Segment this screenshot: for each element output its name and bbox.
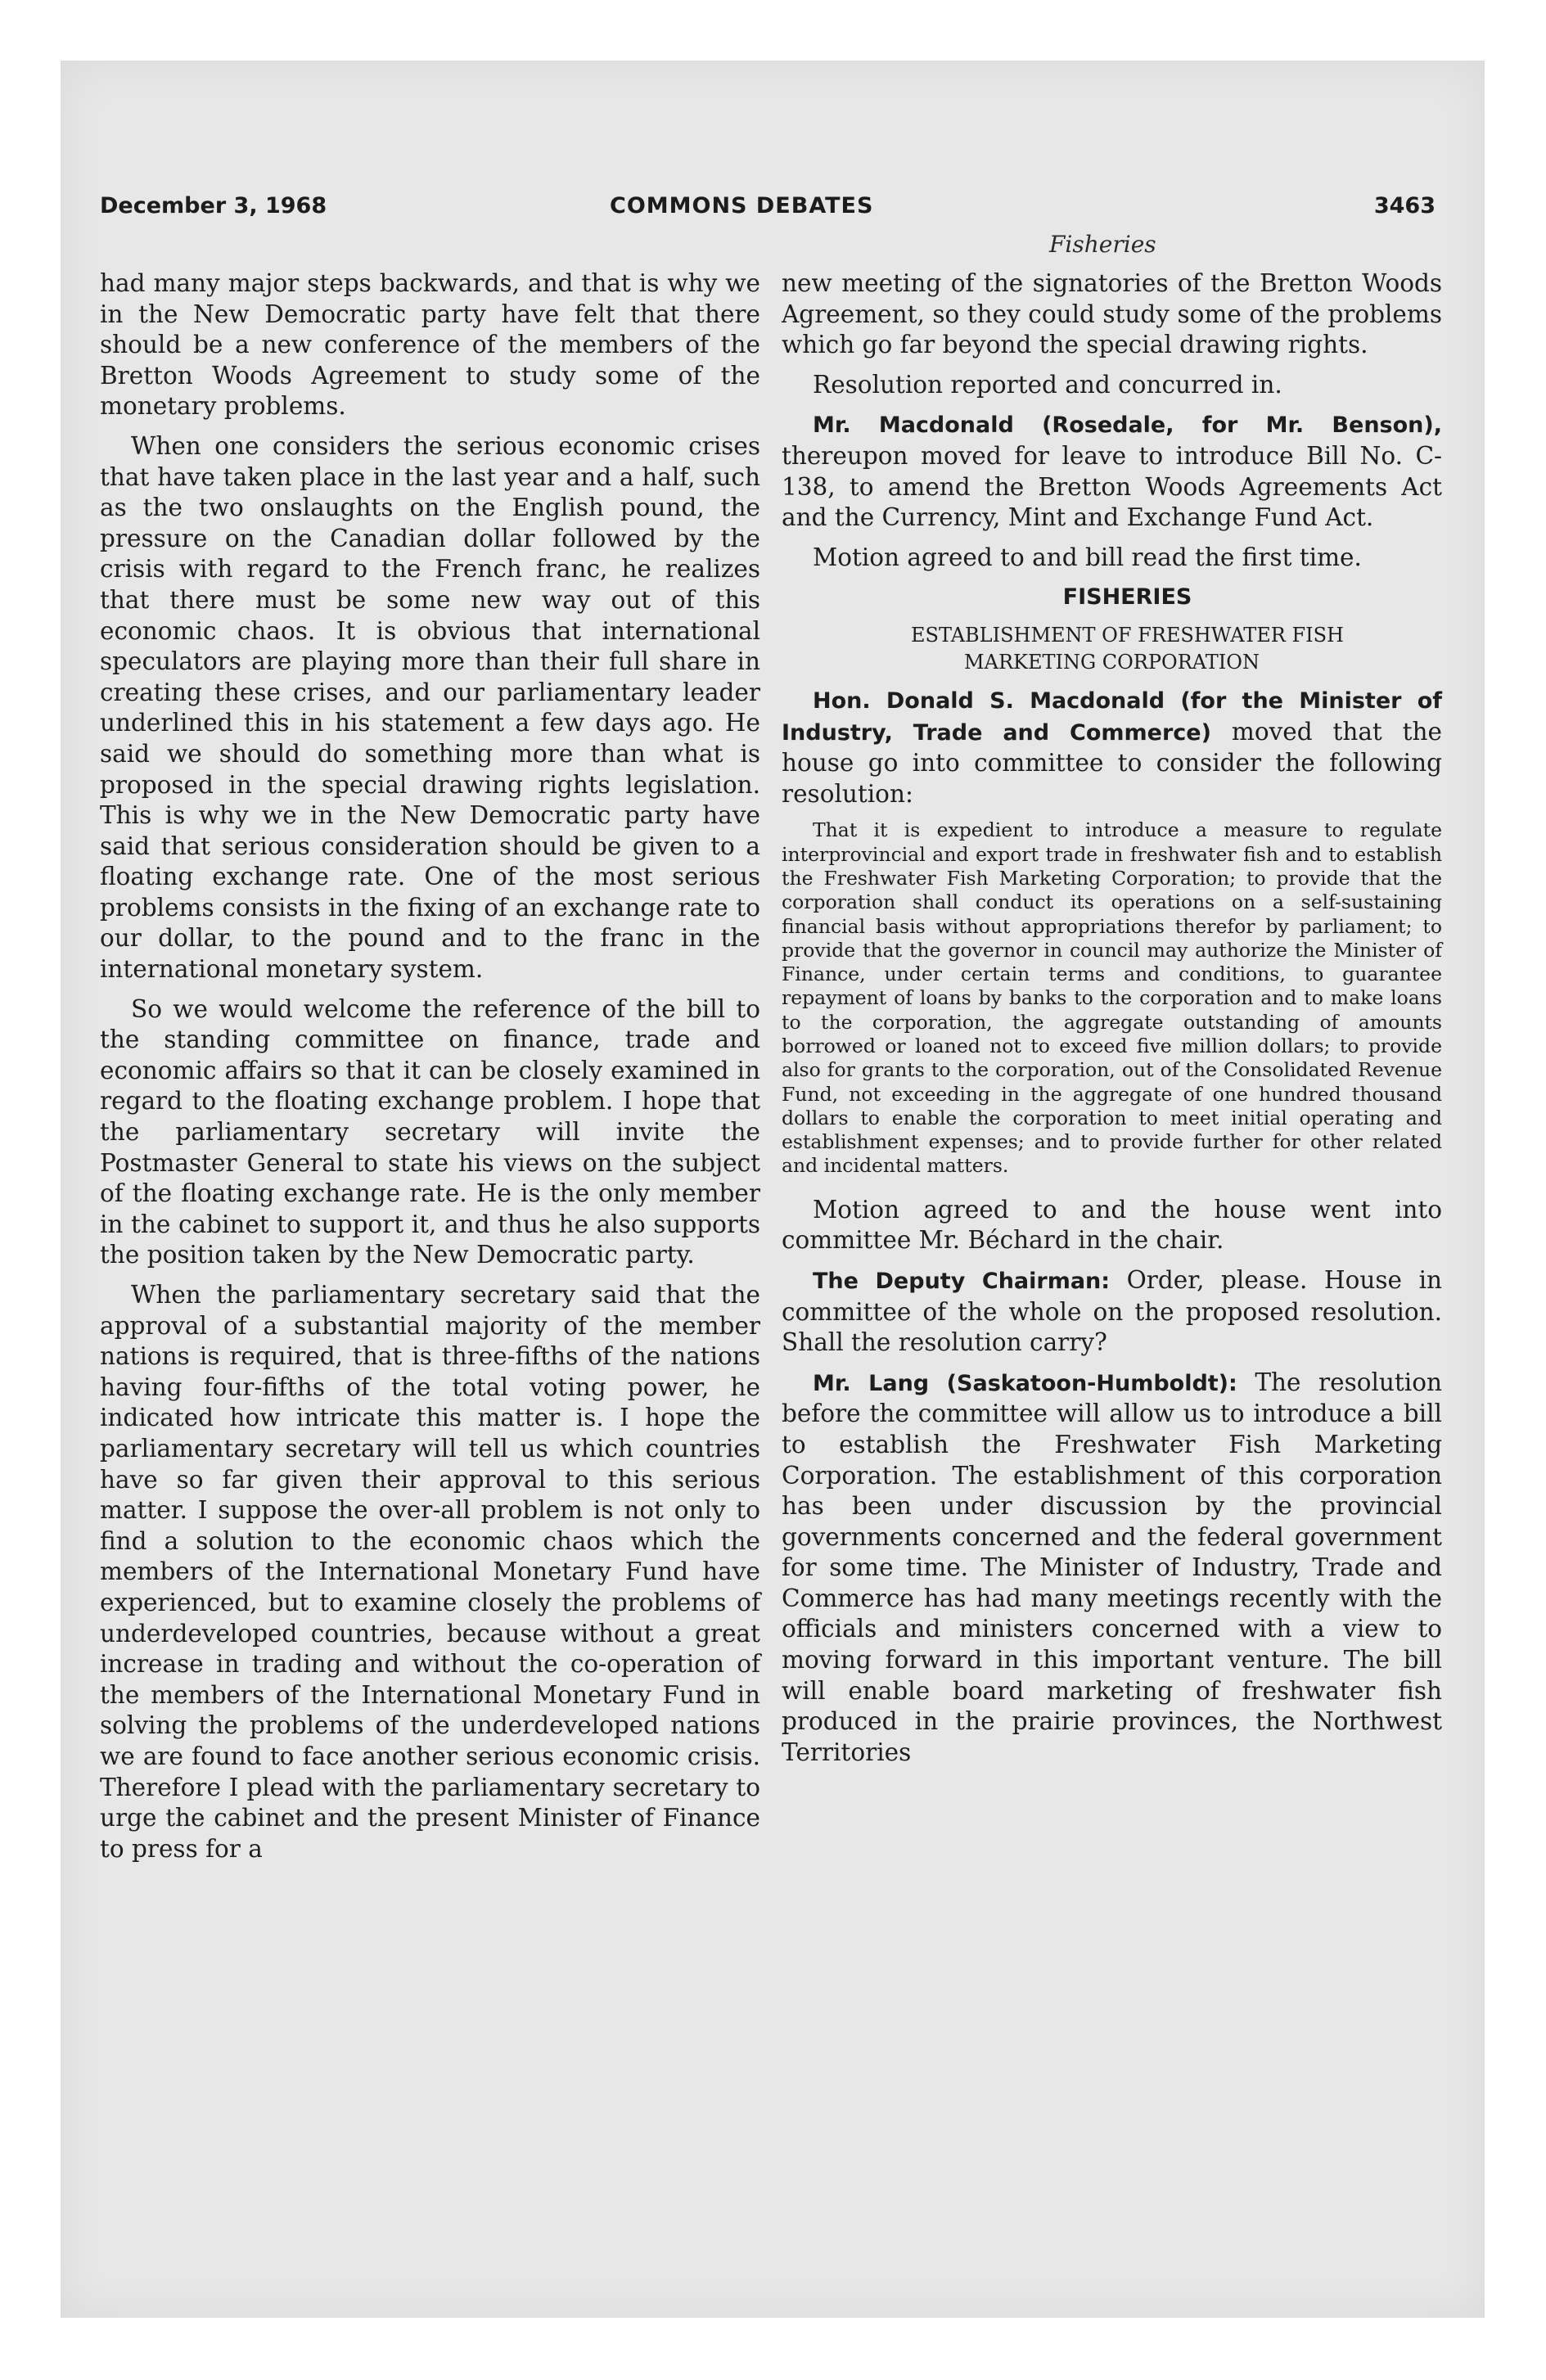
speech-text: moved that the house go into committee to consider the following resolution: (782, 717, 1442, 808)
paragraph (782, 685, 1442, 809)
running-head: Fisheries (1049, 231, 1156, 258)
speech-text: Order, please. House in committee of the whole on the proposed resolution. Shall the resolution carry? (782, 1265, 1442, 1357)
paragraph: When one considers the serious economic crises that have taken place in the last year and a half, such as the two onslaughts on the English pound, the pressure on the Canadian dollar followed by the crisis with regard to the French franc, he realizes that there must be some new way out of this economic chaos. It is obvious that international speculators are playing more than their full share in creating these crises, and our parliamentary leader underlined this in his statement a few days ago. He said we should do something more than what is proposed in the special drawing rights legislation. This is why we in the New Democratic party have said that serious consideration should be given to a floating exchange rate. One of the most serious problems consists in the fixing of an exchange rate to our dollar, to the pound and to the franc in the international monetary system. (100, 431, 760, 984)
paragraph: So we would welcome the reference of the bill to the standing committee on finance, trade and economic affairs so that it can be closely examined in regard to the floating exchange problem. I hope that the parliamentary secretary will invite the Postmaster General to state his views on the subject of the floating exchange rate. He is the only member in the cabinet to support it, and thus he also supports the position taken by the New Democratic party. (100, 994, 760, 1269)
left-column (100, 268, 760, 1873)
page-number: 3463 (1373, 193, 1436, 219)
speech-text: thereupon moved for leave to introduce Bill No. C-138, to amend the Bretton Woods Agreements Act and the Currency, Mint and Exchange Fund Act. (782, 441, 1442, 532)
paragraph (782, 1265, 1442, 1359)
speaker-name: The Deputy Chairman: (813, 1268, 1111, 1294)
resolution-text: That it is expedient to introduce a measure to regulate interprovincial and export trade in freshwater fish and to establish the Freshwater Fish Marketing Corporation; to provide that the corporation shall conduct its operations on a self-sustaining financial basis without appropriations therefor by parliament; to provide that the governor in council may authorize the Minister of Finance, under certain terms and conditions, to guarantee repayment of loans by banks to the corporation and to make loans to the corporation, the aggregate outstanding of amounts borrowed or loaned not to exceed five million dollars; to provide also for grants to the corporation, out of the Consolidated Revenue Fund, not exceeding in the aggregate of one hundred thousand dollars to enable the corporation to meet initial operating and establishment expenses; and to provide further for other related and incidental matters. (782, 818, 1442, 1178)
subsection-heading: ESTABLISHMENT OF FRESHWATER FISH MARKETING CORPORATION (911, 623, 1344, 674)
paragraph: Motion agreed to and bill read the first time. (813, 543, 1362, 571)
right-column (782, 268, 1442, 1777)
paragraph: When the parliamentary secretary said that the approval of a substantial majority of the member nations is required, that is three-fifths of the nations having four-fifths of the total voting power, he indicated how intricate this matter is. I hope the parliamentary secretary will tell us which countries have so far given their approval to this serious matter. I suppose the over-all problem is not only to find a solution to the economic chaos which the members of the International Monetary Fund have experienced, but to examine closely the problems of underdeveloped countries, because without a great increase in trading and without the co-operation of the members of the International Monetary Fund in solving the problems of the underdeveloped nations we are found to face another serious economic crisis. Therefore I plead with the parliamentary secretary to urge the cabinet and the present Minister of Finance to press for a (100, 1281, 760, 1863)
header-title: COMMONS DEBATES (610, 193, 874, 219)
paragraph (782, 409, 1442, 533)
paragraph: Motion agreed to and the house went into committee Mr. Béchard in the chair. (782, 1195, 1442, 1255)
page-header (100, 193, 1436, 229)
speech-text: The resolution before the committee will allow us to introduce a bill to establish the Freshwater Fish Marketing Corporation. The establishment of this corporation has been under discussion by the provincial governments concerned and the federal government for some time. The Minister of Industry, Trade and Commerce has had many meetings recently with the officials and ministers concerned with a view to moving forward in this important venture. The bill will enable board marketing of freshwater fish produced in the prairie provinces, the Northwest Territories (782, 1368, 1442, 1766)
paragraph: Resolution reported and concurred in. (813, 370, 1282, 399)
paragraph: new meeting of the signatories of the Bretton Woods Agreement, so they could study some of the problems which go far beyond the special drawing rights. (782, 269, 1442, 359)
speaker-name: Mr. Macdonald (Rosedale, for Mr. Benson), (813, 412, 1442, 439)
speaker-name: Hon. Donald S. Macdonald (for the Minister of Industry, Trade and Commerce) (782, 687, 1442, 746)
paragraph: had many major steps backwards, and that is why we in the New Democratic party have felt that there should be a new conference of the members of the Bretton Woods Agreement to study some of the monetary problems. (100, 269, 760, 421)
section-heading: FISHERIES (1062, 584, 1192, 611)
header-date: December 3, 1968 (100, 193, 327, 219)
paragraph (782, 1368, 1442, 1769)
speaker-name: Mr. Lang (Saskatoon-Humboldt): (813, 1370, 1237, 1396)
